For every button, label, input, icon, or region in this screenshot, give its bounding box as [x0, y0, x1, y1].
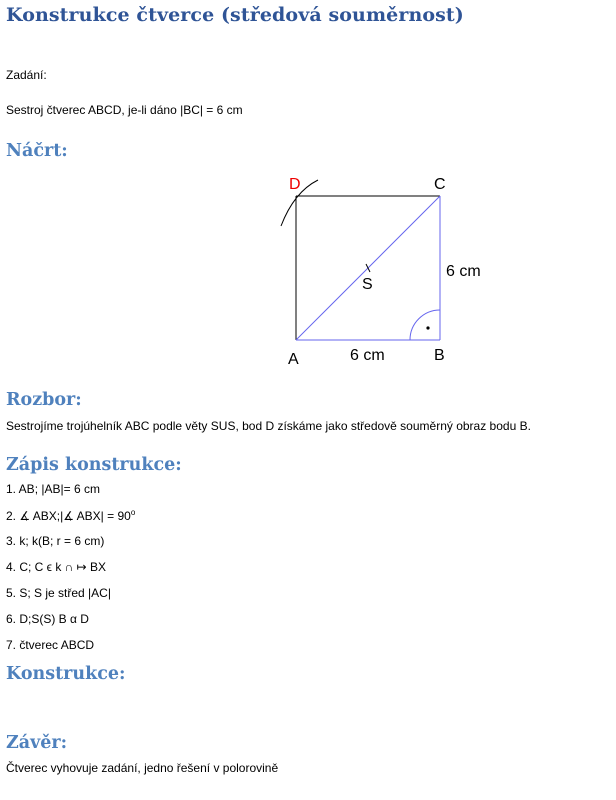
midpoint-s-mark	[366, 264, 370, 272]
label-s: S	[362, 276, 373, 293]
page-title: Konstrukce čtverce (středová souměrnost)	[6, 4, 464, 26]
zaver-text: Čtverec vyhovuje zadání, jedno řešení v polorovině	[6, 761, 279, 775]
step-2	[6, 509, 135, 523]
step-5: 5. S; S je střed |AC|	[6, 586, 111, 600]
zapis-heading: Zápis konstrukce:	[6, 455, 182, 475]
zadani-text: Sestroj čtverec ABCD, je-li dáno |BC| = 6 cm	[6, 103, 243, 117]
label-bottom-length: 6 cm	[350, 347, 385, 364]
right-angle-dot	[426, 326, 429, 329]
right-angle-arc	[410, 310, 440, 340]
step-7: 7. čtverec ABCD	[6, 638, 95, 652]
label-d: D	[289, 176, 301, 193]
rozbor-text: Sestrojíme trojúhelník ABC podle věty SUS, bod D získáme jako středově souměrný obraz bodu B.	[6, 419, 531, 433]
label-c: C	[434, 176, 446, 193]
label-right-length: 6 cm	[446, 263, 481, 280]
nacrt-heading: Náčrt:	[6, 141, 68, 161]
step-2-text: 2. ∡ ABX;|∡ ABX| = 90	[6, 509, 131, 523]
rozbor-heading: Rozbor:	[6, 390, 82, 410]
konstrukce-heading: Konstrukce:	[6, 664, 126, 684]
label-b: B	[434, 347, 445, 364]
zadani-label: Zadání:	[6, 68, 47, 82]
step-1: 1. AB; |AB|= 6 cm	[6, 482, 100, 496]
label-a: A	[288, 351, 299, 368]
step-3: 3. k; k(B; r = 6 cm)	[6, 534, 105, 548]
step-6: 6. D;S(S) B α D	[6, 612, 89, 626]
zaver-heading: Závěr:	[6, 733, 68, 753]
step-4: 4. C; C ϵ k ∩ ↦ BX	[6, 560, 107, 574]
degree-superscript: o	[130, 508, 136, 517]
